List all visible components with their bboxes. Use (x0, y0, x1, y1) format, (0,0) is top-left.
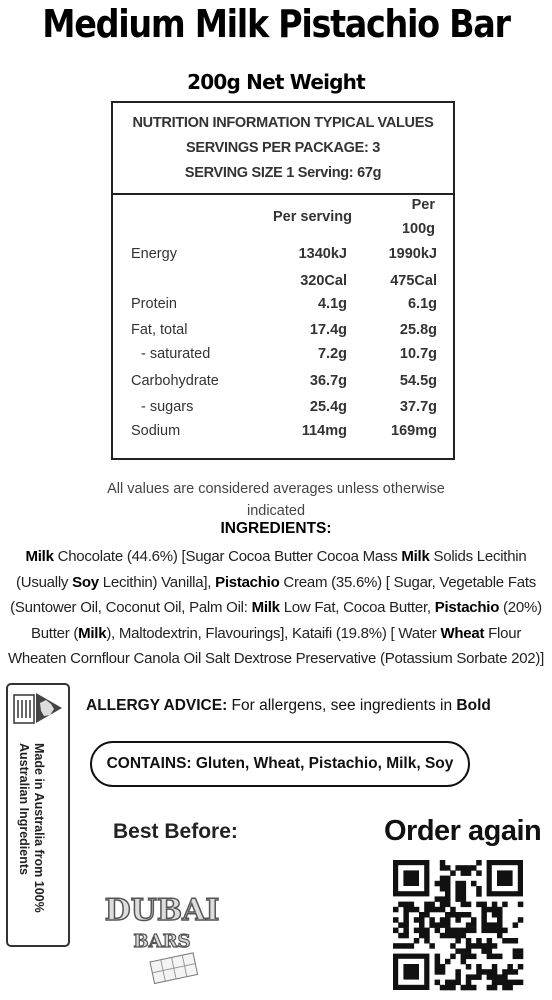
qr-module (466, 943, 472, 949)
qr-module (502, 985, 508, 991)
qr-module (435, 954, 441, 960)
qr-module (471, 928, 477, 934)
qr-finder-pattern (403, 870, 419, 886)
ingredients-text (2, 544, 550, 672)
qr-module (414, 928, 420, 934)
qr-module (424, 907, 430, 913)
qr-module (424, 928, 430, 934)
qr-module (445, 881, 451, 887)
qr-module (424, 902, 430, 908)
qr-module (445, 922, 451, 928)
ingredient-allergen: Wheat (440, 624, 485, 642)
row-label-sugars: - sugars (141, 399, 194, 415)
qr-module (518, 964, 524, 970)
qr-module (513, 938, 519, 944)
qr-module (440, 933, 446, 939)
qr-module (455, 881, 461, 887)
qr-module (492, 928, 498, 934)
qr-module (461, 948, 467, 954)
qr-module (455, 886, 461, 892)
nutrition-header (113, 103, 453, 195)
qr-module (471, 954, 477, 960)
qr-module (409, 907, 415, 913)
qr-module (481, 969, 487, 975)
row-per100-sugars: 37.7g (399, 399, 437, 415)
qr-module (440, 922, 446, 928)
qr-module (424, 938, 430, 944)
qr-module (445, 980, 451, 986)
qr-module (492, 964, 498, 970)
qr-module (419, 917, 425, 923)
qr-module (492, 912, 498, 918)
ingredient-allergen: Soy (72, 573, 99, 591)
dubai-bars-logo (104, 890, 220, 994)
ingredient-allergen: Milk (251, 599, 280, 616)
qr-module (487, 969, 493, 975)
qr-module (440, 917, 446, 923)
ingredient-segment: Solids Lecithin (Usually (16, 548, 527, 591)
qr-module (471, 985, 477, 991)
qr-module (419, 922, 425, 928)
qr-module (466, 938, 472, 944)
qr-module (492, 902, 498, 908)
australia-map-icon (14, 691, 64, 725)
qr-module (429, 917, 435, 923)
qr-module (507, 964, 513, 970)
qr-module (471, 865, 477, 871)
contains-allergens: CONTAINS: Gluten, Wheat, Pistachio, Milk, Soy (90, 741, 470, 787)
qr-module (455, 917, 461, 923)
qr-module (466, 922, 472, 928)
qr-module (398, 943, 404, 949)
qr-code[interactable] (393, 860, 523, 990)
qr-module (455, 938, 461, 944)
qr-module (445, 891, 451, 897)
qr-module (513, 922, 519, 928)
qr-module (450, 980, 456, 986)
qr-module (466, 870, 472, 876)
qr-module (424, 933, 430, 939)
qr-module (461, 928, 467, 934)
qr-module (455, 969, 461, 975)
qr-module (450, 912, 456, 918)
serving-size: SERVING SIZE 1 Serving: 67g (184, 165, 382, 181)
qr-module (487, 985, 493, 991)
qr-module (445, 928, 451, 934)
qr-module (471, 943, 477, 949)
qr-module (414, 917, 420, 923)
qr-module (455, 896, 461, 902)
qr-module (440, 886, 446, 892)
qr-module (476, 870, 482, 876)
col-header-per-serving: Per serving (273, 209, 352, 225)
qr-module (476, 969, 482, 975)
qr-module (440, 964, 446, 970)
qr-module (487, 954, 493, 960)
row-label-saturated: - saturated (141, 346, 211, 362)
qr-module (419, 933, 425, 939)
row-per100-protein: 6.1g (407, 296, 437, 312)
qr-module (445, 917, 451, 923)
qr-module (450, 954, 456, 960)
qr-module (487, 943, 493, 949)
qr-module (497, 917, 503, 923)
qr-module (497, 954, 503, 960)
qr-module (471, 974, 477, 980)
qr-module (461, 870, 467, 876)
ingredient-segment: Low Fat, Cocoa Butter, (279, 599, 435, 616)
qr-module (440, 896, 446, 902)
qr-module (403, 907, 409, 913)
qr-module (502, 938, 508, 944)
qr-module (450, 933, 456, 939)
qr-module (502, 980, 508, 986)
qr-module (492, 907, 498, 913)
qr-module (476, 860, 482, 866)
row-serving-protein: 4.1g (317, 296, 347, 312)
qr-module (450, 907, 456, 913)
product-title: Medium Milk Pistachio Bar (42, 2, 510, 46)
qr-module (507, 938, 513, 944)
ingredient-segment: ), Maltodextrin, Flavourings], Kataifi (19.8%) [ Water (106, 624, 441, 642)
qr-module (487, 938, 493, 944)
qr-module (414, 938, 420, 944)
qr-module (461, 902, 467, 908)
qr-module (445, 876, 451, 882)
row-serving-saturated: 7.2g (317, 346, 347, 362)
qr-module (502, 928, 508, 934)
row-per100-fat: 25.8g (399, 322, 437, 338)
ingredient-allergen: Milk (78, 624, 107, 642)
qr-module (440, 881, 446, 887)
qr-module (476, 902, 482, 908)
qr-module (419, 928, 425, 934)
net-weight: 200g Net Weight (187, 70, 365, 94)
qr-module (492, 974, 498, 980)
qr-module (466, 980, 472, 986)
qr-module (429, 902, 435, 908)
qr-module (403, 902, 409, 908)
logo-line1: DUBAI (104, 893, 220, 928)
qr-module (461, 881, 467, 887)
qr-module (466, 964, 472, 970)
row-serving-energy-cal: 320Cal (300, 273, 347, 289)
row-per100-energy-kj: 1990kJ (388, 246, 437, 262)
qr-module (476, 974, 482, 980)
qr-module (440, 902, 446, 908)
qr-module (487, 948, 493, 954)
qr-module (435, 928, 441, 934)
qr-module (518, 917, 524, 923)
qr-module (403, 933, 409, 939)
qr-module (461, 896, 467, 902)
allergy-prefix: ALLERGY ADVICE: (86, 697, 228, 714)
qr-module (414, 907, 420, 913)
servings-per-package: SERVINGS PER PACKAGE: 3 (186, 140, 380, 156)
qr-module (398, 902, 404, 908)
ingredient-segment: (20%) Butter ( (30, 599, 542, 642)
order-again-label: Order again (384, 815, 542, 847)
ingredient-allergen: Milk (25, 548, 54, 565)
allergy-suffix: Bold (456, 697, 491, 714)
nutrition-panel (111, 101, 455, 460)
qr-module (398, 933, 404, 939)
best-before-label: Best Before: (113, 820, 238, 843)
qr-module (487, 974, 493, 980)
qr-module (466, 902, 472, 908)
row-per100-saturated: 10.7g (399, 346, 437, 362)
ingredient-segment: Flour Wheaten Cornflour Canola Oil Salt Dextrose Preservative (Potassium Sorbate 202)] (7, 624, 545, 667)
qr-module (466, 912, 472, 918)
qr-module (440, 876, 446, 882)
qr-module (445, 959, 451, 965)
qr-module (398, 922, 404, 928)
qr-module (445, 912, 451, 918)
qr-module (440, 907, 446, 913)
qr-module (481, 917, 487, 923)
row-per100-energy-cal: 475Cal (390, 273, 437, 289)
row-label-sodium: Sodium (131, 423, 181, 439)
qr-module (466, 985, 472, 991)
qr-module (487, 907, 493, 913)
qr-module (497, 980, 503, 986)
qr-module (445, 985, 451, 991)
qr-module (455, 980, 461, 986)
qr-module (497, 907, 503, 913)
qr-module (492, 943, 498, 949)
qr-module (507, 980, 513, 986)
qr-module (393, 943, 399, 949)
made-in-australia-badge (6, 683, 70, 947)
qr-module (445, 865, 451, 871)
qr-module (455, 928, 461, 934)
qr-module (450, 985, 456, 991)
qr-module (435, 964, 441, 970)
nutrition-header-title: NUTRITION INFORMATION TYPICAL VALUES (132, 115, 434, 131)
qr-module (440, 985, 446, 991)
row-per100-carbohydrate: 54.5g (399, 373, 437, 389)
qr-module (466, 954, 472, 960)
qr-module (461, 865, 467, 871)
qr-module (497, 922, 503, 928)
ingredient-segment: Chocolate (44.6%) [Sugar Cocoa Butter Cocoa Mass (53, 548, 402, 565)
row-serving-energy-kj: 1340kJ (298, 246, 347, 262)
qr-module (393, 907, 399, 913)
qr-module (513, 954, 519, 960)
qr-module (481, 912, 487, 918)
qr-module (481, 928, 487, 934)
row-serving-carbohydrate: 36.7g (309, 373, 347, 389)
qr-finder-pattern (403, 964, 419, 980)
averages-note: All values are considered averages unless otherwise indicated (107, 481, 445, 519)
ingredient-allergen: Milk (401, 548, 430, 565)
qr-module (461, 985, 467, 991)
qr-module (403, 943, 409, 949)
qr-module (461, 912, 467, 918)
qr-module (435, 969, 441, 975)
qr-module (450, 943, 456, 949)
ingredient-segment: Cream (35.6%) [ Sugar, Vegetable Fats (Suntower Oil, Coconut Oil, Palm Oil: (10, 573, 536, 616)
qr-finder-pattern (497, 870, 513, 886)
qr-module (481, 922, 487, 928)
qr-module (518, 948, 524, 954)
made-in-text: Made in Australia from 100% Australian Ingredients (17, 743, 46, 913)
qr-module (507, 969, 513, 975)
qr-module (461, 933, 467, 939)
row-per100-sodium: 169mg (391, 423, 437, 439)
row-label-protein: Protein (131, 296, 177, 312)
qr-module (497, 974, 503, 980)
qr-module (403, 917, 409, 923)
qr-module (513, 948, 519, 954)
qr-module (461, 891, 467, 897)
qr-module (445, 933, 451, 939)
qr-module (492, 954, 498, 960)
qr-module (445, 902, 451, 908)
qr-module (481, 948, 487, 954)
allergy-text: For allergens, see ingredients in (227, 697, 457, 714)
qr-module (409, 902, 415, 908)
qr-module (403, 928, 409, 934)
qr-module (492, 969, 498, 975)
qr-module (435, 959, 441, 965)
qr-module (492, 985, 498, 991)
qr-module (450, 870, 456, 876)
qr-module (481, 907, 487, 913)
qr-module (455, 974, 461, 980)
qr-module (461, 886, 467, 892)
qr-module (466, 948, 472, 954)
qr-module (466, 928, 472, 934)
allergy-advice (86, 697, 491, 715)
row-label-energy: Energy (131, 246, 177, 262)
qr-module (445, 886, 451, 892)
qr-module (466, 974, 472, 980)
qr-module (502, 974, 508, 980)
qr-module (409, 943, 415, 949)
row-label-carbohydrate: Carbohydrate (131, 373, 219, 389)
qr-module (455, 948, 461, 954)
qr-module (435, 907, 441, 913)
qr-module (435, 980, 441, 986)
row-serving-sodium: 114mg (301, 423, 347, 439)
qr-module (450, 928, 456, 934)
qr-module (461, 959, 467, 965)
ingredient-allergen: Pistachio (215, 573, 280, 591)
qr-module (497, 912, 503, 918)
qr-module (435, 881, 441, 887)
qr-module (502, 969, 508, 975)
qr-module (471, 917, 477, 923)
qr-module (497, 928, 503, 934)
qr-module (440, 860, 446, 866)
qr-module (455, 865, 461, 871)
qr-module (445, 896, 451, 902)
chocolate-bar-icon (150, 953, 198, 984)
qr-module (435, 922, 441, 928)
qr-module (403, 912, 409, 918)
qr-module (429, 943, 435, 949)
qr-module (440, 865, 446, 871)
row-label-fat: Fat, total (131, 322, 188, 338)
qr-module (518, 902, 524, 908)
qr-module (502, 902, 508, 908)
qr-module (424, 912, 430, 918)
qr-module (435, 896, 441, 902)
qr-module (513, 969, 519, 975)
qr-module (476, 886, 482, 892)
qr-module (455, 933, 461, 939)
qr-module (429, 922, 435, 928)
ingredient-segment: Lecithin) Vanilla], (98, 573, 216, 591)
ingredients-title: INGREDIENTS: (220, 520, 332, 537)
qr-module (393, 917, 399, 923)
qr-module (481, 902, 487, 908)
qr-module (455, 891, 461, 897)
qr-module (513, 980, 519, 986)
qr-module (419, 912, 425, 918)
col-header-per-100-line2: 100g (401, 221, 435, 237)
qr-module (518, 980, 524, 986)
logo-line2: BARS (133, 931, 191, 952)
qr-module (429, 907, 435, 913)
qr-module (476, 964, 482, 970)
qr-module (492, 980, 498, 986)
col-header-per-100-line1: Per (411, 197, 435, 213)
qr-module (481, 943, 487, 949)
qr-module (403, 922, 409, 928)
qr-module (487, 928, 493, 934)
qr-module (461, 954, 467, 960)
qr-module (471, 881, 477, 887)
qr-module (393, 928, 399, 934)
qr-module (476, 938, 482, 944)
qr-module (466, 865, 472, 871)
qr-module (476, 891, 482, 897)
qr-module (471, 922, 477, 928)
qr-module (492, 922, 498, 928)
qr-module (440, 969, 446, 975)
qr-module (497, 933, 503, 939)
qr-module (487, 922, 493, 928)
qr-module (518, 954, 524, 960)
row-serving-fat: 17.4g (309, 322, 347, 338)
row-serving-sugars: 25.4g (309, 399, 347, 415)
qr-module (507, 985, 513, 991)
qr-module (476, 943, 482, 949)
qr-module (455, 912, 461, 918)
ingredient-allergen: Pistachio (434, 599, 500, 616)
